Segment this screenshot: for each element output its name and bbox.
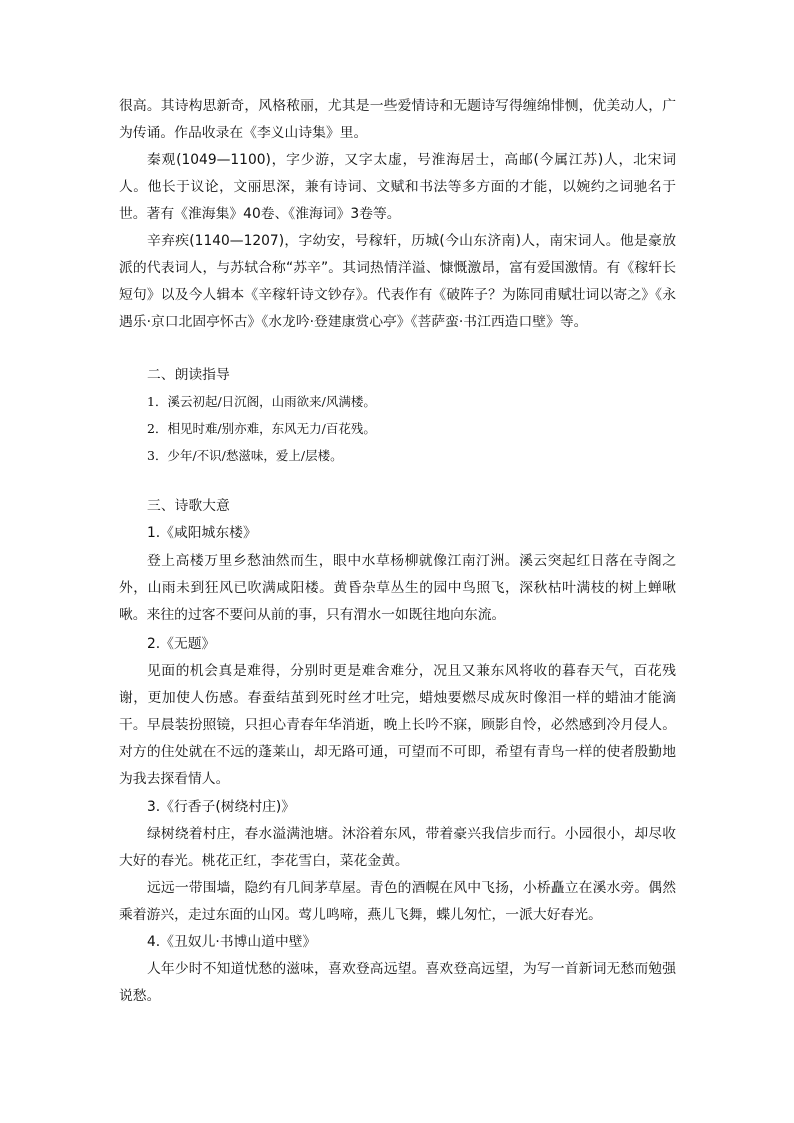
qin-guan-bio: 秦观(1049—1100)，字少游，又字太虚，号淮海居士，高邮(今属江苏)人，北宋词人。他长于议论，文丽思深，兼有诗词、文赋和书法等多方面的才能，以婉约之词驰名于世。著有《淮海集》40卷、《淮海词》3卷等。 (119, 152, 676, 222)
poem-meaning-4: 人年少时不知道忧愁的滋味，喜欢登高远望。喜欢登高远望，为写一首新词无愁而勉强说愁。 (119, 961, 676, 1004)
poem-meaning-3a: 绿树绕着村庄，春水溢满池塘。沐浴着东风，带着豪兴我信步而行。小园很小，却尽收大好的春光。桃花正红，李花雪白，菜花金黄。 (119, 826, 676, 869)
poem-title-2: 2.《无题》 (147, 636, 216, 652)
poem-title-3: 3.《行香子(树绕村庄)》 (147, 799, 296, 815)
poem-meaning-3b: 远远一带围墙，隐约有几间茅草屋。青色的酒幌在风中飞扬，小桥矗立在溪水旁。偶然乘着游兴，走过东面的山冈。莺儿鸣啼，燕儿飞舞，蝶儿匆忙，一派大好春光。 (119, 880, 676, 923)
reading-line-1: 1．溪云初起/日沉阁，山雨欲来/风满楼。 (147, 394, 376, 409)
li-shangyin-bio-tail: 很高。其诗构思新奇，风格秾丽，尤其是一些爱情诗和无题诗写得缠绵悱恻，优美动人，广为传诵。作品收录在《李义山诗集》里。 (119, 98, 676, 141)
poem-title-4: 4.《丑奴儿·书博山道中壁》 (147, 934, 317, 950)
xin-qiji-bio: 辛弃疾(1140—1207)，字幼安，号稼轩，历城(今山东济南)人，南宋词人。他是豪放派的代表词人，与苏轼合称“苏辛”。其词热情洋溢、慷慨激昂，富有爱国激情。有《稼轩长短句》以及今人辑本《辛稼轩诗文钞存》。代表作有《破阵子？为陈同甫赋壮词以寄之》《永遇乐·京口北固亭怀古》《水龙吟·登建康赏心亭》《菩萨蛮·书江西造口壁》等。 (119, 233, 676, 330)
poem-meaning-heading: 三、诗歌大意 (147, 498, 230, 514)
reading-guide-heading: 二、朗读指导 (147, 367, 230, 383)
poem-meaning-1: 登上高楼万里乡愁油然而生，眼中水草杨柳就像江南汀洲。溪云突起红日落在寺阁之外，山雨未到狂风已吹满咸阳楼。黄昏杂草丛生的园中鸟照飞，深秋枯叶满枝的树上蝉啾啾。来往的过客不要问从前的事，只有渭水一如既往地向东流。 (119, 553, 676, 623)
poem-meaning-2: 见面的机会真是难得，分别时更是难舍难分，况且又兼东风将收的暮春天气，百花残谢，更加使人伤感。春蚕结茧到死时丝才吐完，蜡烛要燃尽成灰时像泪一样的蜡油才能滴干。早晨装扮照镜，只担心青春年华消逝，晚上长吟不寐，顾影自怜，必然感到冷月侵人。对方的住处就在不远的蓬莱山，却无路可通，可望而不可即，希望有青鸟一样的使者殷勤地为我去探看情人。 (119, 663, 676, 787)
reading-line-2: 2．相见时难/别亦难，东风无力/百花残。 (147, 421, 376, 436)
poem-title-1: 1.《咸阳城东楼》 (147, 525, 257, 541)
reading-line-3: 3．少年/不识/愁滋味，爱上/层楼。 (147, 448, 343, 463)
